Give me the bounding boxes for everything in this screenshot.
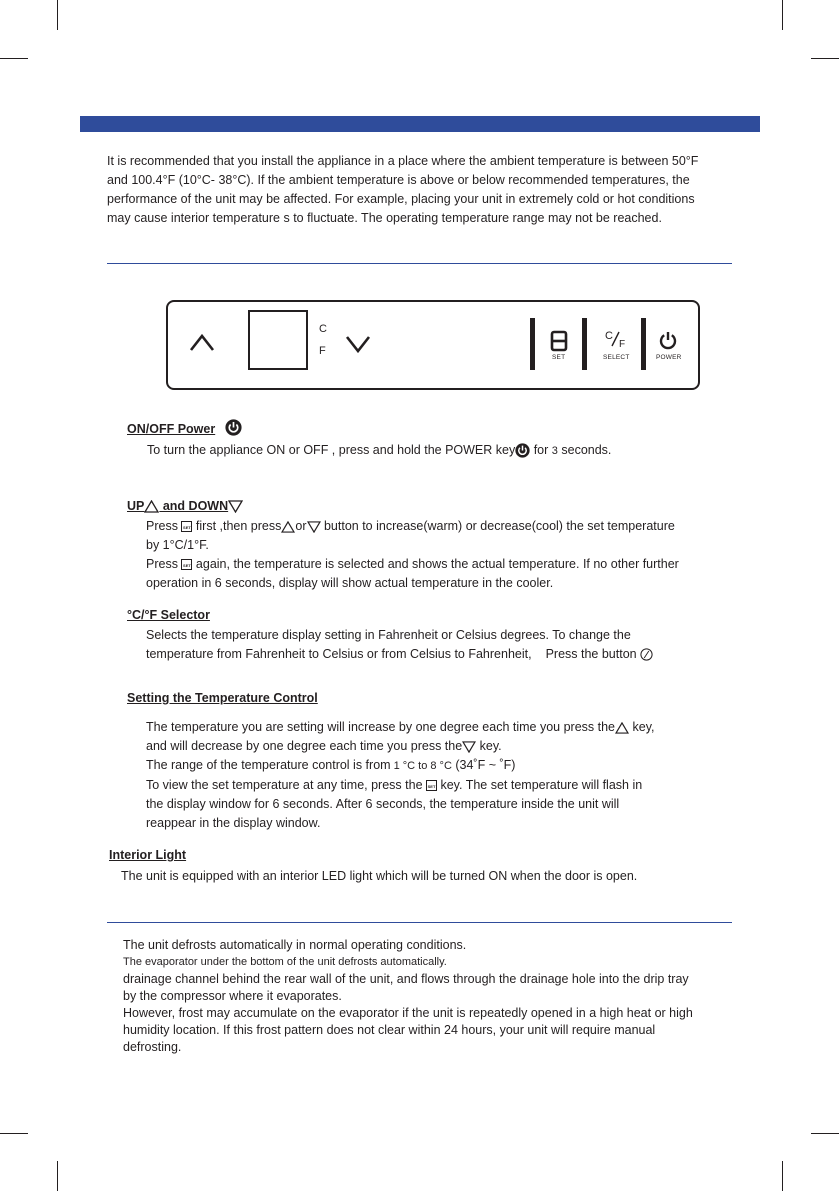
- intro-line: may cause interior temperature s to fluctuate. The operating temperature range may not be reached.: [107, 211, 662, 225]
- updown-line: [146, 555, 679, 574]
- intro-line: performance of the unit may be affected. For example, placing your unit in extremely cold or hot conditions: [107, 192, 695, 206]
- down-triangle-icon: [462, 741, 476, 753]
- header-bar: [80, 116, 760, 132]
- up-triangle-icon: [281, 521, 295, 533]
- power-icon: [225, 419, 242, 436]
- unit-f-label: F: [319, 345, 326, 357]
- setting-line: [146, 756, 655, 776]
- section-divider: [107, 263, 732, 264]
- panel-separator: [641, 318, 646, 370]
- updown-section-heading: [127, 499, 243, 513]
- updown-line: by 1°C/1°F.: [146, 538, 209, 552]
- set-label: SET: [552, 354, 566, 361]
- cf-c-label: C: [605, 330, 613, 342]
- crop-mark: [0, 58, 28, 59]
- selector-heading-text: °C/°F Selector: [127, 608, 210, 622]
- defrost-line: by the compressor where it evaporates.: [123, 989, 342, 1003]
- select-label: SELECT: [603, 354, 630, 361]
- setting-line2-b: key.: [476, 739, 502, 753]
- light-section-text: The unit is equipped with an interior LED light which will be turned ON when the door is open.: [121, 869, 638, 883]
- selector-line: [146, 645, 653, 664]
- unit-c-label: C: [319, 323, 327, 335]
- updown-line1-d: button to increase(warm) or decrease(cool) the set temperature: [320, 519, 675, 533]
- setting-line1-a: The temperature you are setting will increase by one degree each time you press the: [146, 720, 616, 734]
- setting-line2-a: and will decrease by one degree each time you press the: [146, 739, 463, 753]
- setting-section-text: [146, 718, 655, 833]
- panel-separator: [582, 318, 587, 370]
- intro-line: and 100.4°F (10°C- 38°C). If the ambient temperature is above or below recommended temperatures, the: [107, 173, 690, 187]
- selector-section-text: [146, 626, 653, 664]
- setting-line3-a: The range of the temperature control is from: [146, 758, 391, 772]
- power-seconds-number: 3: [551, 445, 558, 457]
- setting-line4-a: To view the set temperature at any time, press the: [146, 778, 426, 792]
- crop-mark: [0, 1133, 28, 1134]
- power-text-c: seconds.: [557, 443, 612, 457]
- power-icon: [515, 443, 530, 458]
- power-icon: [658, 330, 678, 350]
- intro-paragraph: [107, 152, 698, 228]
- updown-line1-b: first ,then press: [192, 519, 282, 533]
- crop-mark: [811, 58, 839, 59]
- setting-line1-b: key,: [629, 720, 655, 734]
- setting-line: [146, 718, 655, 737]
- light-heading-text: Interior Light: [109, 848, 187, 862]
- set-key-icon: SET: [181, 559, 192, 570]
- updown-line: [146, 517, 679, 536]
- power-heading-text: ON/OFF Power: [127, 422, 216, 436]
- light-section-heading: [109, 848, 186, 862]
- crop-mark: [57, 0, 58, 30]
- power-label: POWER: [656, 354, 682, 361]
- setting-heading-text: Setting the Temperature Control: [127, 691, 318, 705]
- power-text-a: To turn the appliance ON or OFF , press and hold the POWER key: [147, 443, 516, 457]
- cf-button-icon: [640, 648, 653, 661]
- defrost-line: The unit defrosts automatically in normal operating conditions.: [123, 938, 467, 952]
- intro-line: It is recommended that you install the appliance in a place where the ambient temperature is between 50°F: [107, 154, 699, 168]
- updown-line1-a: Press: [146, 519, 182, 533]
- setting-line4-b: key. The set temperature will flash in: [437, 778, 643, 792]
- down-triangle-icon: [307, 521, 321, 533]
- setting-section-heading: [127, 691, 318, 705]
- selector-line2-b: Press the button: [545, 647, 637, 661]
- setting-line: [146, 737, 655, 756]
- defrost-line: The evaporator under the bottom of the unit defrosts automatically.: [123, 956, 447, 968]
- down-arrow-icon: [344, 334, 372, 354]
- updown-heading-down: and DOWN: [159, 499, 229, 513]
- cf-f-label: F: [619, 339, 626, 350]
- selector-line: Selects the temperature display setting in Fahrenheit or Celsius degrees. To change the: [146, 628, 631, 642]
- up-triangle-icon: [144, 500, 159, 513]
- defrost-line: humidity location. If this frost pattern does not clear within 24 hours, your unit will require manual: [123, 1023, 656, 1037]
- setting-line3-c: (34˚F ~ ˚F): [451, 758, 516, 772]
- up-arrow-icon: [188, 332, 216, 352]
- defrost-paragraph: [123, 937, 693, 1056]
- temperature-display-window: [248, 310, 308, 370]
- crop-mark: [782, 0, 783, 30]
- updown-line3-b: again, the temperature is selected and shows the actual temperature. If no other further: [192, 557, 679, 571]
- updown-line1-c: or: [295, 519, 307, 533]
- setting-line: reappear in the display window.: [146, 816, 321, 830]
- updown-line3-a: Press: [146, 557, 182, 571]
- power-text-b: for: [530, 443, 552, 457]
- updown-line: operation in 6 seconds, display will show actual temperature in the cooler.: [146, 576, 554, 590]
- defrost-line: defrosting.: [123, 1040, 182, 1054]
- set-key-icon: [550, 330, 568, 352]
- crop-mark: [811, 1133, 839, 1134]
- defrost-line: drainage channel behind the rear wall of the unit, and flows through the drainage hole into the drip tray: [123, 972, 689, 986]
- setting-range-value: 1 °C to 8 °C: [393, 760, 452, 772]
- selector-line2-a: temperature from Fahrenheit to Celsius or from Celsius to Fahrenheit,: [146, 647, 532, 661]
- panel-separator: [530, 318, 535, 370]
- power-section-text: [147, 441, 611, 461]
- section-divider: [107, 922, 732, 923]
- updown-section-text: [146, 517, 679, 593]
- set-key-icon: SET: [426, 780, 437, 791]
- defrost-line: However, frost may accumulate on the evaporator if the unit is repeatedly opened in a high heat or high: [123, 1006, 693, 1020]
- crop-mark: [57, 1161, 58, 1191]
- updown-heading-up: UP: [127, 499, 145, 513]
- set-key-icon: SET: [181, 521, 192, 532]
- crop-mark: [782, 1161, 783, 1191]
- setting-line: [146, 776, 655, 795]
- up-triangle-icon: [615, 722, 629, 734]
- selector-section-heading: [127, 608, 210, 622]
- down-triangle-icon: [228, 500, 243, 513]
- power-section-heading: [127, 422, 215, 436]
- setting-line: the display window for 6 seconds. After 6 seconds, the temperature inside the unit will: [146, 797, 620, 811]
